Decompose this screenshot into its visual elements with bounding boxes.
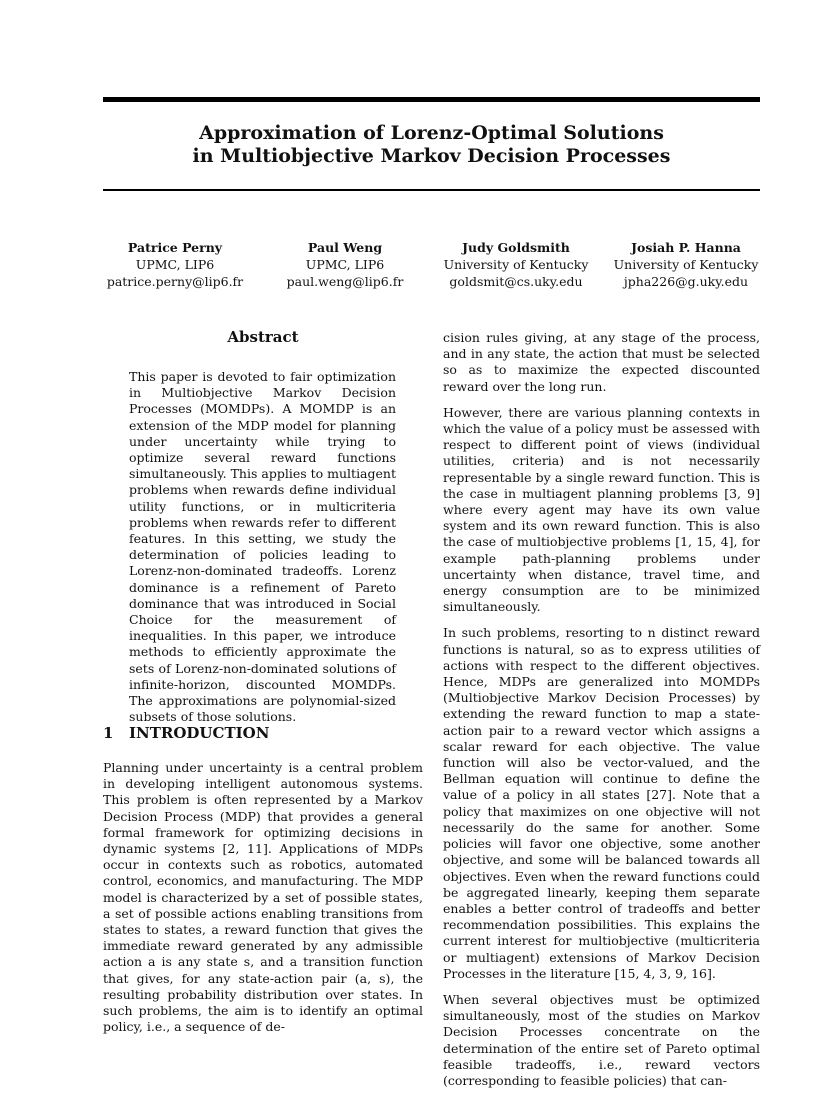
right-paragraph-3: In such problems, resorting to n distinct reward functions is natural, so as to express utilities of actions with respect to the different objectives. Hence, MDPs are generalized into MOMDPs (Multiobjective Markov Decision Processes) by extending the reward function to map a state-action pair to a reward vector which assigns a scalar reward for each objective. The value function will also be vector-valued, and the Bellman equation will continue to define the value of a policy in all states [27]. Note that a policy that maximizes on one objective will not necessarily do the same for another. Some policies will favor one objective, some another objective, and some will be balanced towards all objectives. Even when the reward functions could be aggregated linearly, keeping them separate enables a better control of tradeoffs and better recommendation possibilities. This explains the current interest for multiobjective (multicriteria or multiagent) extensions of Markov Decision Processes in the literature [15, 4, 3, 9, 16]. [443,625,760,981]
section-title: INTRODUCTION [129,724,270,742]
abstract-text: This paper is devoted to fair optimization in Multiobjective Markov Decision Processes (MOMDPs). A MOMDP is an extension of the MDP model for planning under uncertainty while trying to optimize several reward functions simultaneously. This applies to multiagent problems when rewards define individual utility functions, or in multicriteria problems when rewards refer to different features. In this setting, we study the determination of policies leading to Lorenz-non-dominated tradeoffs. Lorenz dominance is a refinement of Pareto dominance that was introduced in Social Choice for the measurement of inequalities. In this paper, we introduce methods to efficiently approximate the sets of Lorenz-non-dominated solutions of infinite-horizon, discounted MOMDPs. The approximations are polynomial-sized subsets of those solutions. [129,369,396,725]
author-3 [426,239,606,290]
abstract-heading: Abstract [227,328,299,346]
author-email: paul.weng@lip6.fr [286,274,404,289]
right-paragraph-2: However, there are various planning contexts in which the value of a policy must be assessed with respect to different point of views (individual utilities, criteria) and is not necessarily representable by a single reward function. This is the case in multiagent planning problems [3, 9] where every agent may have its own value system and its own reward function. This is also the case of multiobjective problems [1, 15, 4], for example path-planning problems under uncertainty when distance, travel time, and energy consumption are to be minimized simultaneously. [443,404,760,615]
title-line-1: Approximation of Lorenz-Optimal Solutions [199,122,664,144]
paper-title [103,122,760,168]
section-heading-introduction [103,724,269,742]
author-email: jpha226@g.uky.edu [623,274,749,289]
title-bottom-rule [103,189,760,191]
top-rule [103,97,760,102]
author-affiliation: UPMC, LIP6 [135,257,215,272]
author-email: patrice.perny@lip6.fr [106,274,244,289]
intro-left-column [103,760,423,1045]
intro-paragraph-1: Planning under uncertainty is a central problem in developing intelligent autonomous systems. This problem is often represented by a Markov Decision Process (MDP) that provides a general formal framework for optimizing decisions in dynamic systems [2, 11]. Applications of MDPs occur in contexts such as robotics, automated control, economics, and manufacturing. The MDP model is characterized by a set of possible states, a set of possible actions enabling transitions from states to states, a reward function that gives the immediate reward generated by any admissible action a is any state s, and a transition function that gives, for any state-action pair (a, s), the resulting probability distribution over states. In such problems, the aim is to identify an optimal policy, i.e., a sequence of de- [103,760,423,1035]
section-number: 1 [103,724,114,742]
author-2 [255,239,435,290]
author-affiliation: University of Kentucky [613,257,759,272]
author-name: Judy Goldsmith [462,240,570,255]
author-name: Paul Weng [307,240,383,255]
author-affiliation: University of Kentucky [443,257,589,272]
title-line-2: in Multiobjective Markov Decision Processes [192,145,671,167]
author-4 [596,239,776,290]
author-affiliation: UPMC, LIP6 [305,257,385,272]
author-1 [85,239,265,290]
author-email: goldsmit@cs.uky.edu [449,274,583,289]
author-name: Josiah P. Hanna [631,240,741,255]
right-paragraph-1: cision rules giving, at any stage of the process, and in any state, the action that must be selected so as to maximize the expected discounted reward over the long run. [443,330,760,394]
right-column [443,330,760,1099]
author-name: Patrice Perny [127,240,223,255]
right-paragraph-4: When several objectives must be optimized simultaneously, most of the studies on Markov Decision Processes concentrate on the determination of the entire set of Pareto optimal feasible tradeoffs, i.e., reward vectors (corresponding to feasible policies) that can- [443,991,760,1088]
